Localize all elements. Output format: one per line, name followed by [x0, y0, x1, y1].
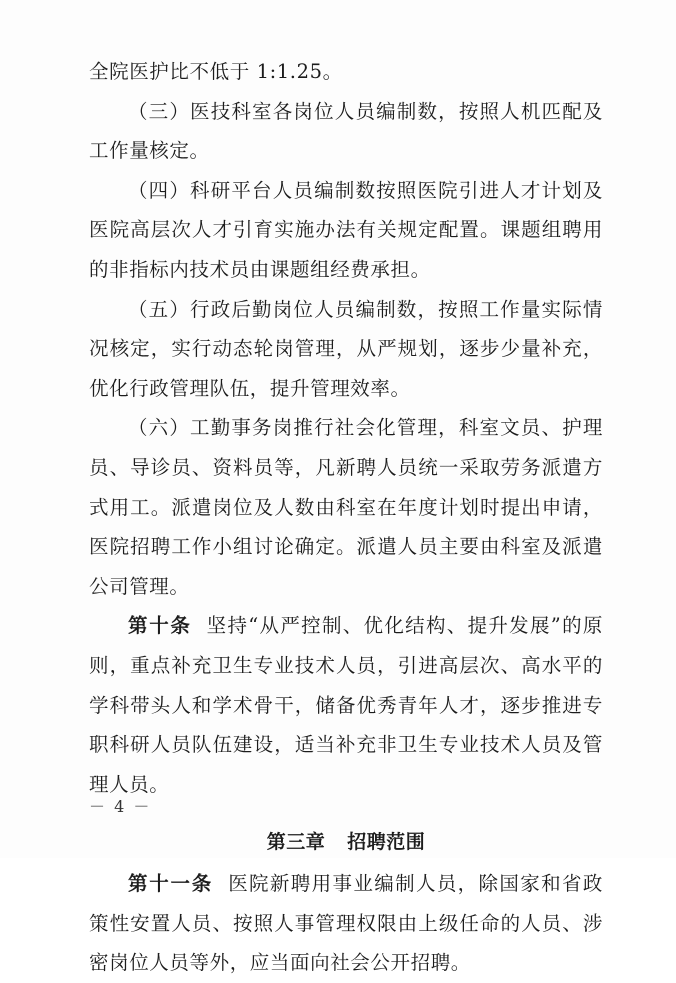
chapter-heading: [89, 828, 603, 856]
chapter-title: 招聘范围: [347, 831, 426, 854]
article-10-heading: 第十条: [128, 614, 192, 638]
article-10: [89, 606, 603, 804]
page-number: － 4 －: [89, 797, 152, 816]
paragraph-item-5: （五）行政后勤岗位人员编制数，按照工作量实际情况核定，实行动态轮岗管理，从严规划，逐步少量补充，优化行政管理队伍，提升管理效率。: [89, 297, 603, 400]
paragraph-item-4: （四）科研平台人员编制数按照医院引进人才计划及医院高层次人才引育实施办法有关规定配置。课题组聘用的非指标内技术员由课题组经费承担。: [89, 178, 603, 281]
paragraph-item-3: （三）医技科室各岗位人员编制数，按照人机匹配及工作量核定。: [89, 99, 603, 163]
article-11-heading: 第十一条: [128, 872, 214, 896]
article-11-text: 医院新聘用事业编制人员，除国家和省政策性安置人员、按照人事管理权限由上级任命的人员、涉密岗位人员等外，应当面向社会公开招聘。: [89, 872, 603, 975]
article-10-text: 坚持“从严控制、优化结构、提升发展”的原则，重点补充卫生专业技术人员，引进高层次、高水平的学科带头人和学术骨干，储备优秀青年人才，逐步推进专职科研人员队伍建设，适当补充非卫生专业技术人员及管理人员。: [89, 614, 603, 796]
paragraph-item-6: （六）工勤事务岗推行社会化管理，科室文员、护理员、导诊员、资料员等，凡新聘人员统一采取劳务派遣方式用工。派遣岗位及人数由科室在年度计划时提出申请，医院招聘工作小组讨论确定。派遣人员主要由科室及派遣公司管理。: [89, 416, 603, 598]
chapter-number: 第三章: [266, 831, 326, 854]
document-body: [89, 52, 603, 983]
paragraph-continuation: 全院医护比不低于 1:1.25。: [89, 60, 343, 83]
article-11: [89, 864, 603, 983]
